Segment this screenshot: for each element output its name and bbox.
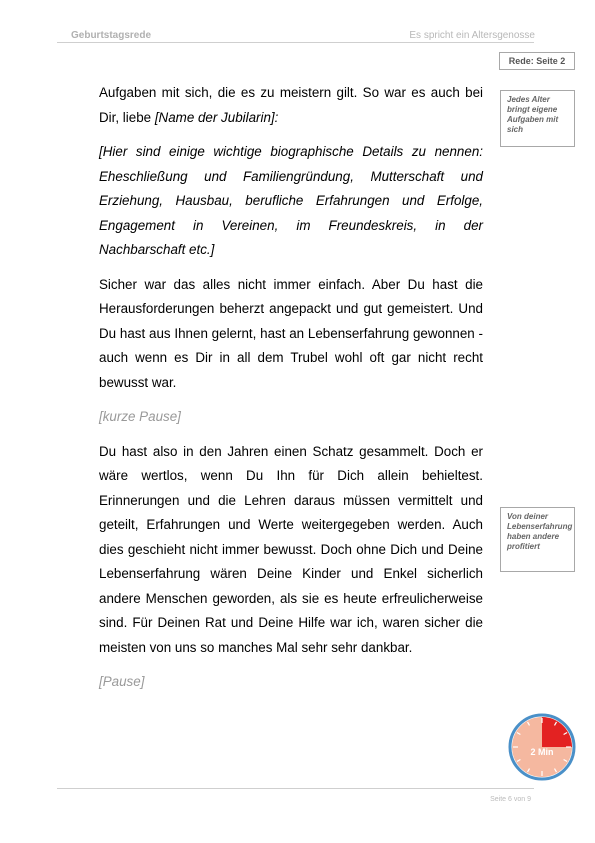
header-divider — [57, 42, 534, 43]
margin-note-1: Jedes Alter bringt eigene Aufgaben mit sich — [500, 90, 575, 147]
footer-divider — [57, 788, 534, 789]
paragraph-1 — [99, 81, 483, 130]
margin-note-2: Von deiner Lebenserfahrung haben andere profitiert — [500, 507, 575, 572]
timer-elapsed-wedge — [542, 717, 572, 747]
timer-icon — [508, 713, 576, 781]
timer-label: 2 Min — [530, 747, 554, 757]
document-title: Geburtstagsrede — [71, 30, 152, 41]
biography-placeholder: [Hier sind einige wichtige biographische Details zu nennen: Eheschließung und Familiengründung, Mutterschaft und Erziehung, Hausbau, berufliche Erfahrungen und Erfolge, Engagement in Vereinen, im Freundeskreis, in der Nachbarschaft etc.] — [99, 144, 483, 257]
paragraph-5: Du hast also in den Jahren einen Schatz gesammelt. Doch er wäre wertlos, wenn Du Ihn für Dich allein behieltest. Erinnerungen und die Lehren daraus müssen vermittelt und geteilt, Erfahrungen und Werte weitergegeben werden. Auch dies geschieht nicht immer bewusst. Doch ohne Dich und Deine Lebenserfahrung wären Deine Kinder und Enkel sicherlich andere Menschen geworden, als sie es heute erfreulicherweise sind. Für Deinen Rat und Deine Hilfe war ich, waren sicher die meisten von uns so manches Mal sehr sehr dankbar. — [99, 443, 483, 655]
short-pause-cue: [kurze Pause] — [99, 409, 181, 424]
paragraph-3: Sicher war das alles nicht immer einfach. Aber Du hast die Herausforderungen beherzt angepackt und gut gemeistert. Und Du hast aus Ihnen gelernt, hast an Lebenserfahrung gewonnen - auch wenn es Dir in all dem Trubel wohl oft gar nicht recht bewusst war. — [99, 276, 483, 390]
page-number: Seite 6 von 9 — [490, 796, 531, 803]
paragraph-1-text: Aufgaben mit sich, die es zu meistern gilt. So war es auch bei Dir, liebe — [99, 85, 483, 125]
speech-body — [99, 81, 483, 705]
name-placeholder: [Name der Jubilarin]: — [154, 109, 279, 125]
pause-cue: [Pause] — [99, 674, 145, 689]
speech-page-badge: Rede: Seite 2 — [499, 52, 575, 70]
document-subtitle: Es spricht ein Altersgenosse — [409, 30, 535, 41]
